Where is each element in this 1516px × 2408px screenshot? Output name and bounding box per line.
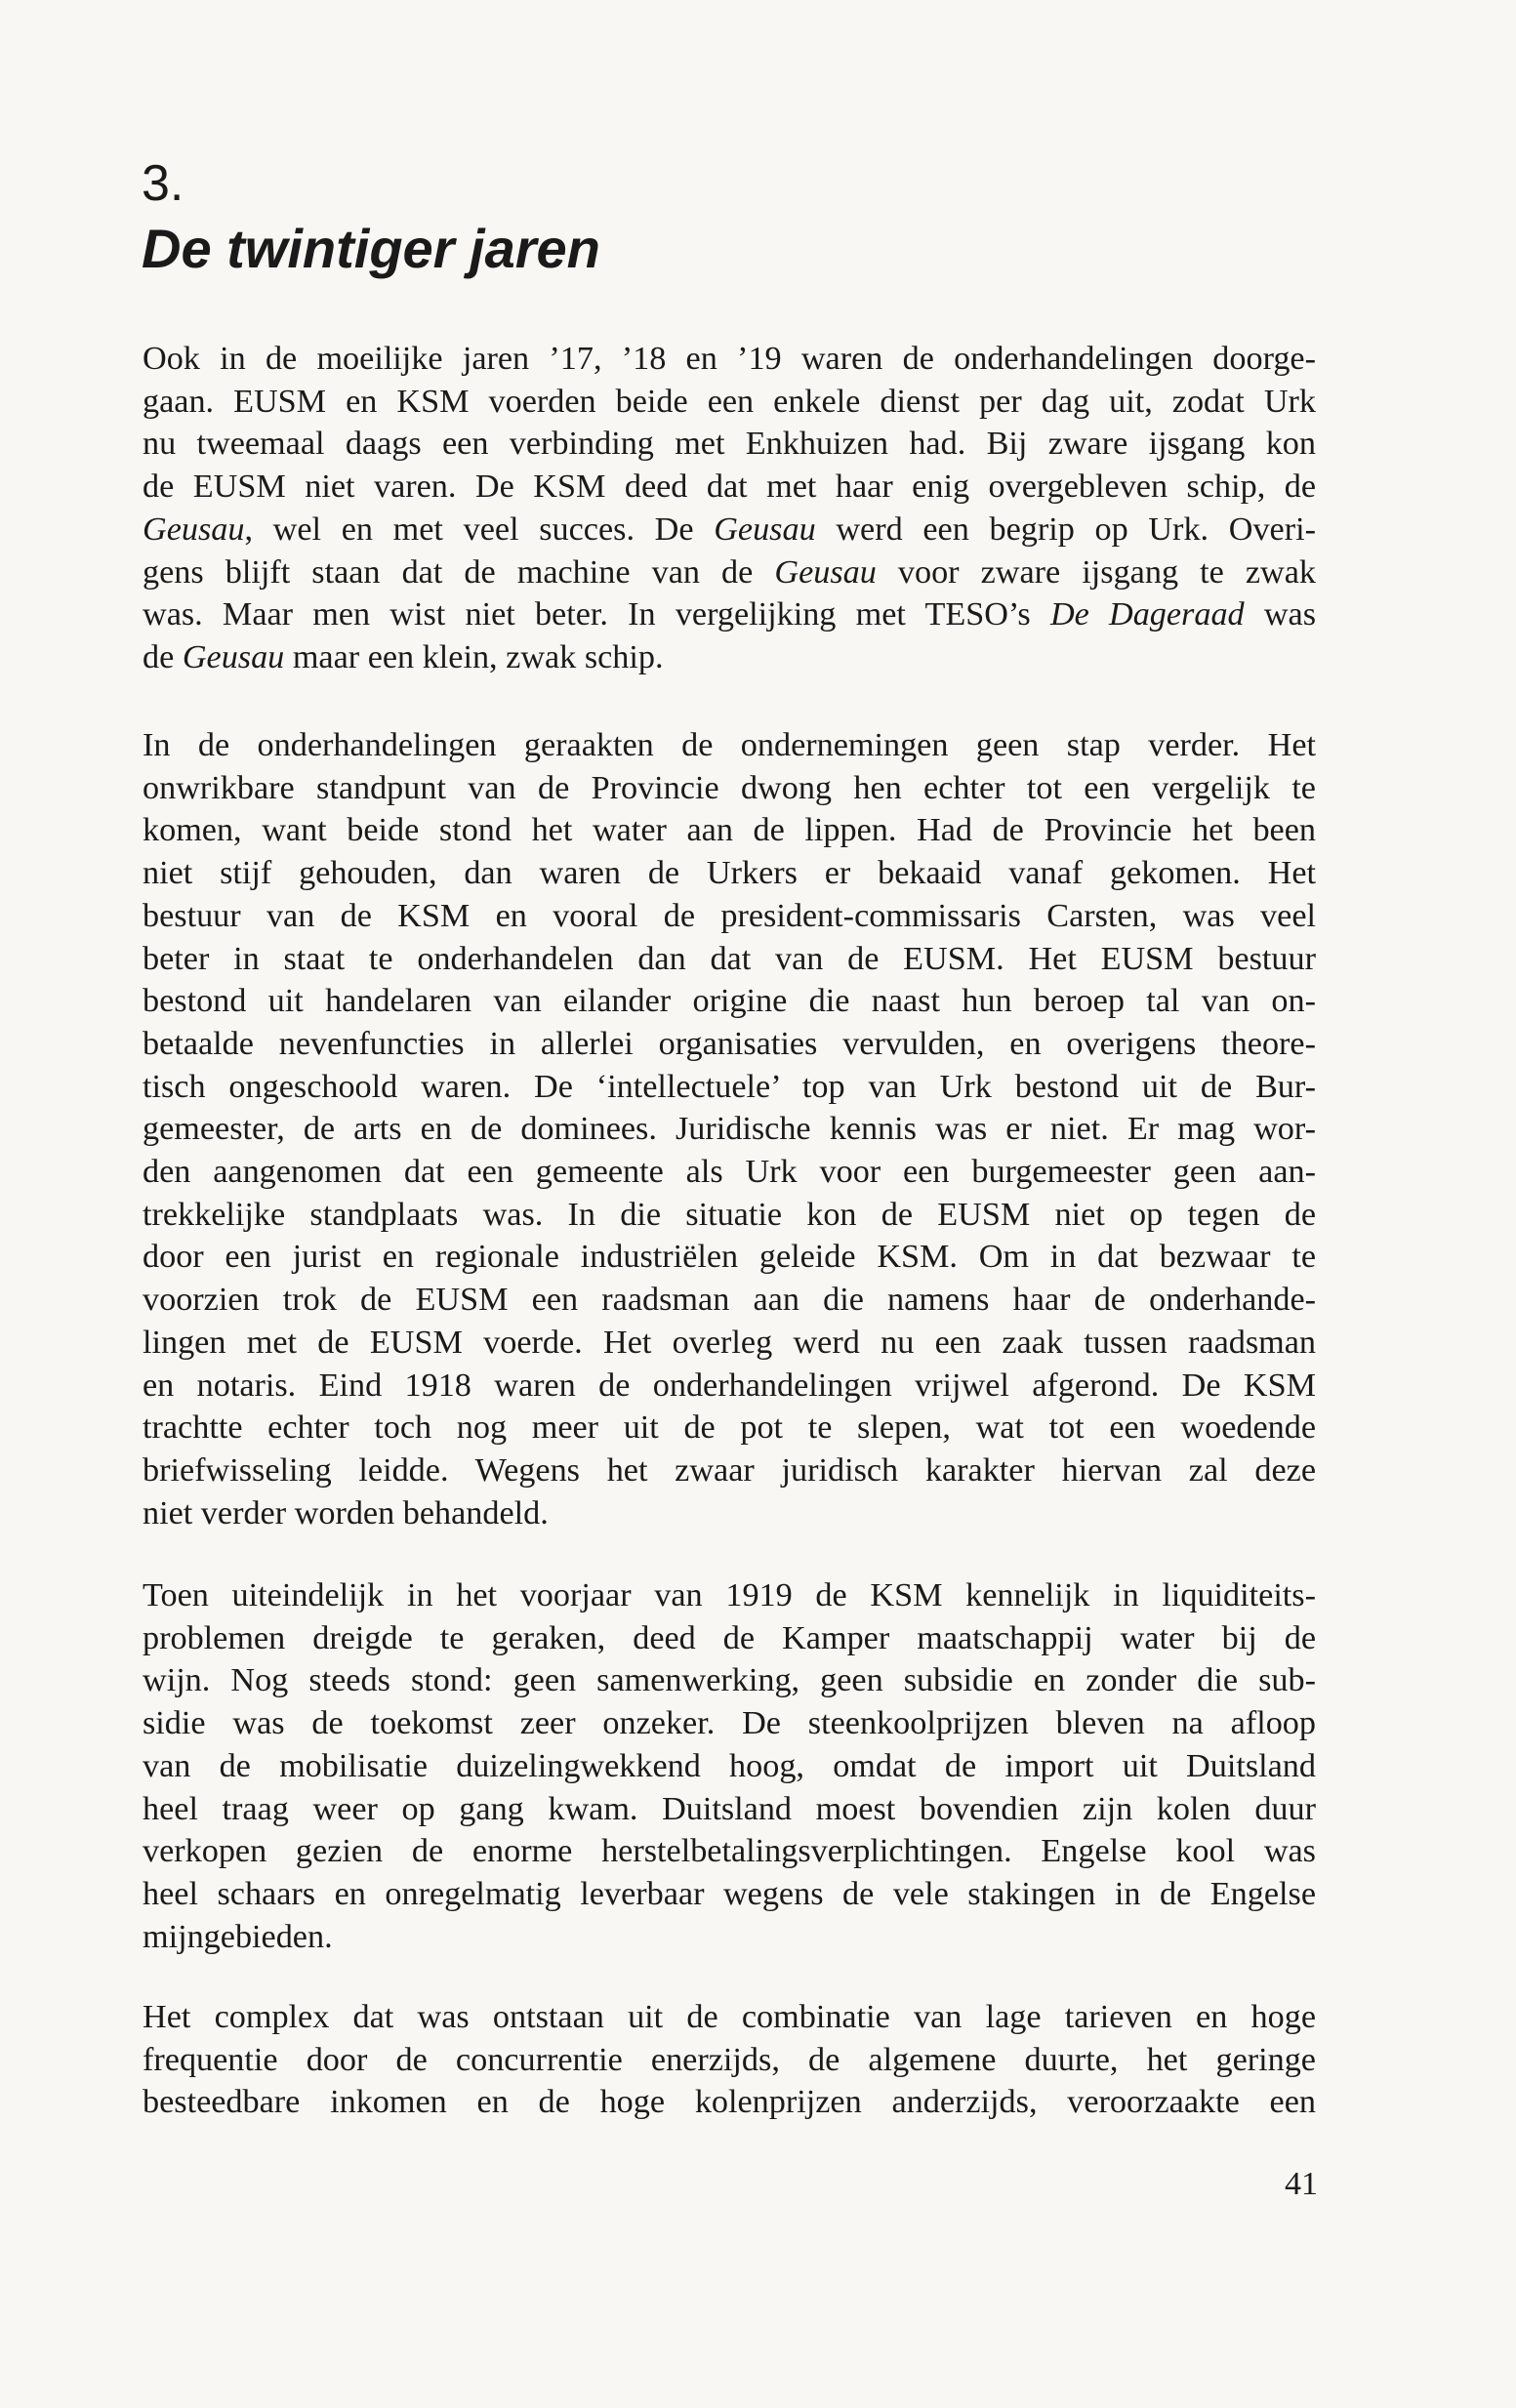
text-line: trekkelijke standplaats was. In die situatie kon de EUSM niet op tegen de — [143, 1196, 1316, 1233]
text-line: Toen uiteindelijk in het voorjaar van 1919 de KSM kennelijk in liquiditeits- — [143, 1577, 1316, 1613]
text-line: bestuur van de KSM en vooral de president-commissaris Carsten, was veel — [143, 897, 1316, 934]
text-line: en notaris. Eind 1918 waren de onderhandelingen vrijwel afgerond. De KSM — [143, 1367, 1316, 1404]
text-line: besteedbare inkomen en de hoge kolenprijzen anderzijds, veroorzaakte een — [143, 2084, 1316, 2121]
text-line: Ook in de moeilijke jaren ’17, ’18 en ’19 waren de onderhandelingen doorge- — [143, 341, 1316, 377]
text-line: beter in staat te onderhandelen dan dat van de EUSM. Het EUSM bestuur — [143, 940, 1316, 977]
text-line: van de mobilisatie duizelingwekkend hoog, omdat de import uit Duitsland — [143, 1747, 1316, 1784]
text-line: tisch ongeschoold waren. De ‘intellectuele’ top van Urk bestond uit de Bur- — [143, 1068, 1316, 1105]
text-line: was. Maar men wist niet beter. In vergelijking met TESO’s De Dageraad was — [143, 596, 1317, 633]
text-line: frequentie door de concurrentie enerzijds, de algemene duurte, het geringe — [143, 2041, 1316, 2078]
text-line: problemen dreigde te geraken, deed de Kamper maatschappij water bij de — [143, 1619, 1316, 1656]
text-line: heel traag weer op gang kwam. Duitsland moest bovendien zijn kolen duur — [143, 1790, 1316, 1827]
text-line: de EUSM niet varen. De KSM deed dat met haar enig overgebleven schip, de — [143, 469, 1316, 506]
page-number: 41 — [1285, 2166, 1318, 2202]
text-line: de Geusau maar een klein, zwak schip. — [143, 638, 664, 675]
text-line: Geusau, wel en met veel succes. De Geusau werd een begrip op Urk. Overi- — [143, 510, 1316, 548]
text-line: In de onderhandelingen geraakten de ondernemingen geen stap verder. Het — [143, 727, 1316, 763]
text-line: Het complex dat was ontstaan uit de combinatie van lage tarieven en hoge — [143, 1999, 1316, 2035]
paragraph-3 — [143, 1574, 1316, 1958]
text-line: onwrikbare standpunt van de Provincie dwong hen echter tot een vergelijk te — [143, 769, 1316, 806]
text-line: trachtte echter toch nog meer uit de pot te slepen, wat tot een woedende — [143, 1409, 1316, 1447]
text-line: gens blijft staan dat de machine van de Geusau voor zware ijsgang te zwak — [143, 553, 1316, 591]
text-line: betaalde nevenfuncties in allerlei organisaties vervulden, en overigens theore- — [143, 1025, 1316, 1062]
text-line: mijngebieden. — [143, 1918, 333, 1955]
text-line: verkopen gezien de enorme herstelbetalingsverplichtingen. Engelse kool was — [143, 1833, 1316, 1870]
text-line: door een jurist en regionale industriëlen geleide KSM. Om in dat bezwaar te — [143, 1239, 1316, 1276]
text-line: wijn. Nog steeds stond: geen samenwerking, geen subsidie en zonder die sub- — [143, 1662, 1316, 1699]
text-line: lingen met de EUSM voerde. Het overleg werd nu een zaak tussen raadsman — [143, 1324, 1316, 1361]
text-line: sidie was de toekomst zeer onzeker. De steenkoolprijzen bleven na afloop — [143, 1705, 1316, 1742]
paragraph-1 — [143, 338, 1316, 679]
text-line: gemeester, de arts en de dominees. Juridische kennis was er niet. Er mag wor- — [143, 1111, 1316, 1148]
paragraph-2 — [143, 724, 1316, 1534]
text-line: komen, want beide stond het water aan de lippen. Had de Provincie het been — [143, 812, 1316, 849]
text-line: gaan. EUSM en KSM voerden beide een enkele dienst per dag uit, zodat Urk — [143, 383, 1316, 420]
text-line: niet stijf gehouden, dan waren de Urkers er bekaaid vanaf gekomen. Het — [143, 855, 1316, 892]
chapter-title: De twintiger jaren — [142, 218, 600, 279]
text-line: heel schaars en onregelmatig leverbaar wegens de vele stakingen in de Engelse — [143, 1875, 1316, 1912]
text-line: niet verder worden behandeld. — [143, 1494, 549, 1531]
chapter-number: 3. — [142, 155, 184, 212]
text-line: voorzien trok de EUSM een raadsman aan die namens haar de onderhande- — [143, 1282, 1316, 1319]
text-line: briefwisseling leidde. Wegens het zwaar juridisch karakter hiervan zal deze — [143, 1451, 1316, 1489]
text-line: nu tweemaal daags een verbinding met Enkhuizen had. Bij zware ijsgang kon — [143, 426, 1316, 463]
text-line: bestond uit handelaren van eilander origine die naast hun beroep tal van on- — [143, 983, 1316, 1020]
paragraph-4 — [143, 1996, 1316, 2124]
text-line: den aangenomen dat een gemeente als Urk voor een burgemeester geen aan- — [143, 1154, 1316, 1191]
